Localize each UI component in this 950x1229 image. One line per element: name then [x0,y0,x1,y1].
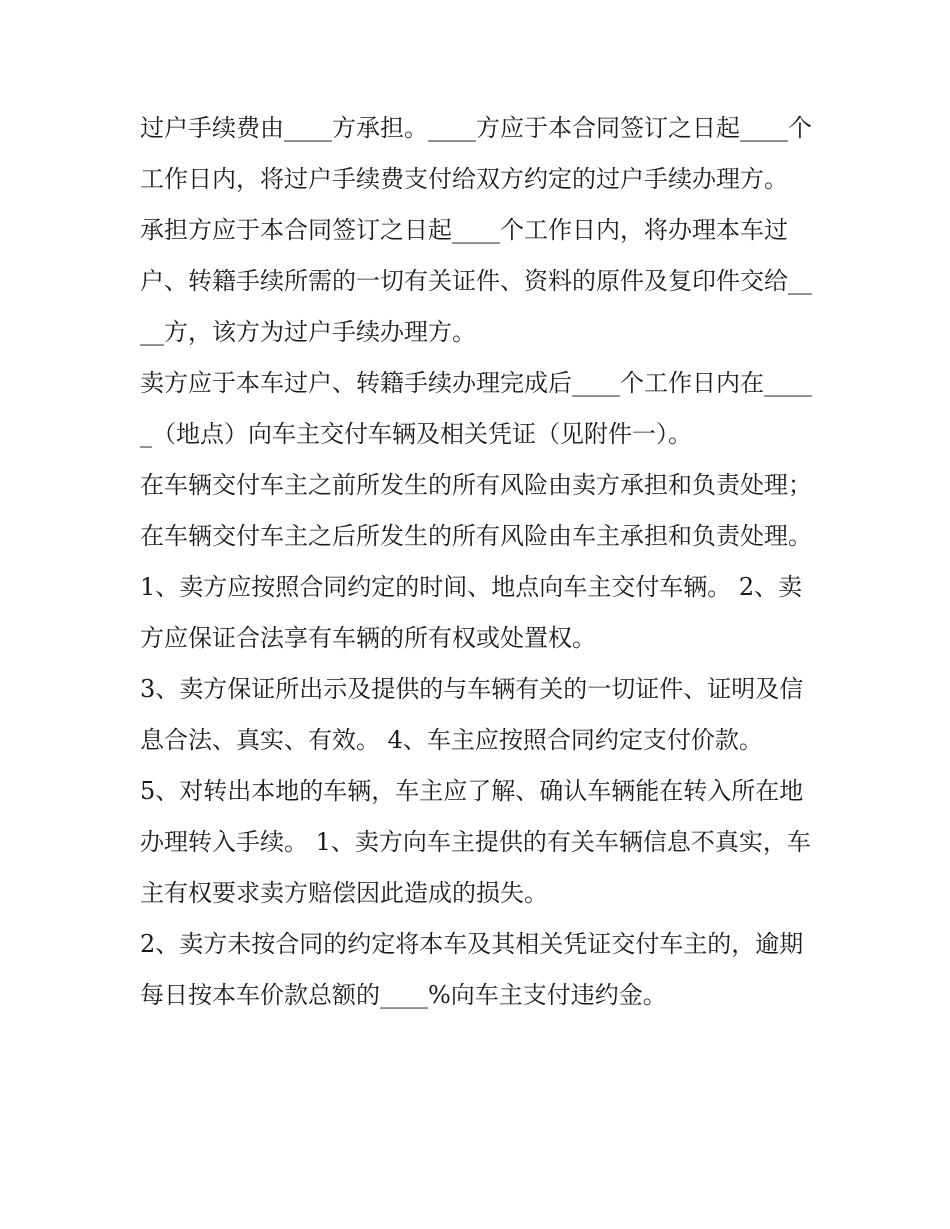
paragraph-obligations-3-4: 3、卖方保证所出示及提供的与车辆有关的一切证件、证明及信息合法、真实、有效。 4、车主应按照合同约定支付价款。 [140,675,804,754]
document-body [140,103,820,1021]
paragraph-seller-obligations-1-2: 1、卖方应按照合同约定的时间、地点向车主交付车辆。 2、卖方应保证合法享有车辆的所有权或处置权。 [140,573,803,652]
paragraph-obligation-5-liability-1: 5、对转出本地的车辆，车主应了解、确认车辆能在转入所在地办理转入手续。 1、卖方向车主提供的有关车辆信息不真实，车主有权要求卖方赔偿因此造成的损失。 [140,777,811,907]
paragraph-liability-2: 2、卖方未按合同的约定将本车及其相关凭证交付车主的，逾期每日按本车价款总额的____%向车主支付违约金。 [140,930,804,1009]
paragraph-documents-handover: 承担方应于本合同签订之日起____个工作日内，将办理本车过户、转籍手续所需的一切有关证件、资料的原件及复印件交给____方，该方为过户手续办理方。 [140,216,812,346]
paragraph-transfer-fee: 过户手续费由____方承担。____方应于本合同签订之日起____个工作日内，将过户手续费支付给双方约定的过户手续办理方。 [140,114,812,193]
paragraph-vehicle-delivery: 卖方应于本车过户、转籍手续办理完成后____个工作日内在_____（地点）向车主交付车辆及相关凭证（见附件一）。 [140,369,812,448]
paragraph-risk-allocation: 在车辆交付车主之前所发生的所有风险由卖方承担和负责处理；在车辆交付车主之后所发生的所有风险由车主承担和负责处理。 [140,471,812,550]
